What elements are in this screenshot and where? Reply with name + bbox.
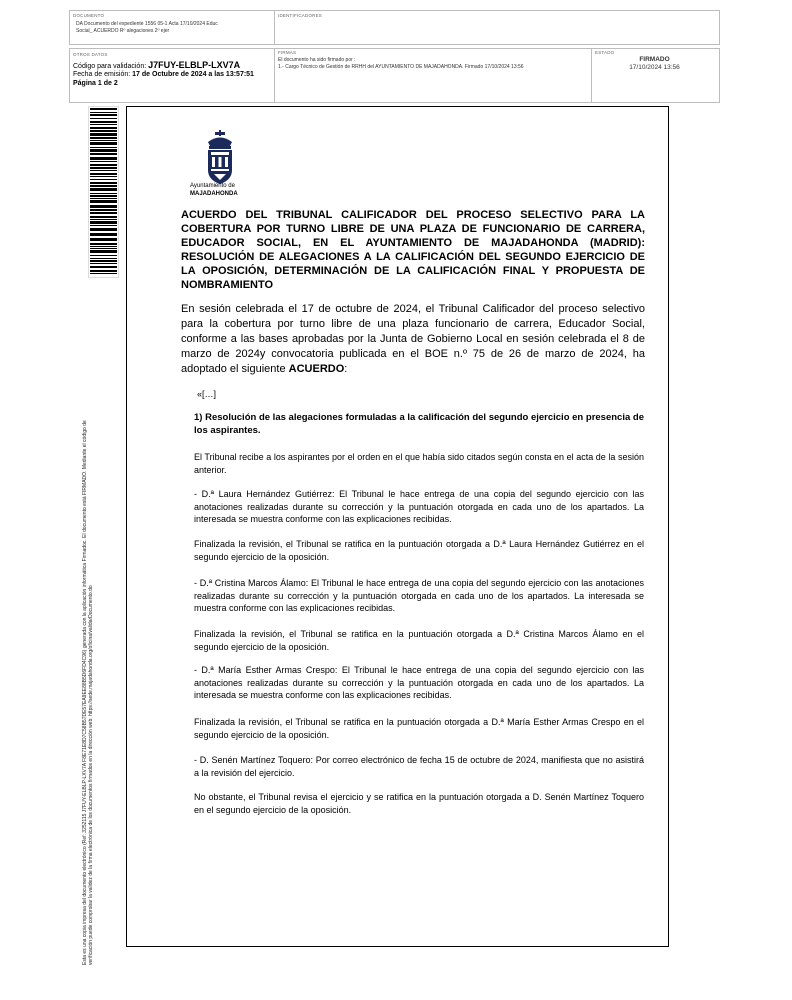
intro-paragraph bbox=[181, 302, 645, 377]
barcode-bar bbox=[90, 195, 117, 197]
barcode-bar bbox=[90, 127, 117, 129]
otros-datos-label: OTROS DATOS bbox=[73, 52, 108, 57]
barcode-bar bbox=[90, 200, 117, 203]
quote-open: «[…] bbox=[197, 389, 217, 399]
intro-bold: ACUERDO bbox=[288, 363, 345, 375]
paragraph: Finalizada la revisión, el Tribunal se ratifica en la puntuación otorgada a D.ª Cristina Marcos Álamo en el segundo ejercicio de la oposición. bbox=[194, 629, 644, 652]
estado-value: FIRMADO bbox=[639, 56, 670, 63]
paragraph: - D.ª Cristina Marcos Álamo: El Tribunal le hace entrega de una copia del segundo ejercicio con las anotaciones realizadas durante su corrección y la puntuación otorgada en cada uno de los apartados. La interesada se muestra conforme con las explicaciones recibidas. bbox=[194, 578, 644, 613]
fecha-value: 17 de Octubre de 2024 a las 13:57:51 bbox=[132, 71, 254, 78]
section-heading: 1) Resolución de las alegaciones formuladas a la calificación del segundo ejercicio en presencia de los aspirantes. bbox=[194, 412, 644, 436]
barcode-bar bbox=[90, 273, 117, 274]
barcode bbox=[88, 106, 119, 278]
documento-label: DOCUMENTO bbox=[73, 13, 105, 18]
barcode-bar bbox=[90, 170, 117, 171]
barcode-bar bbox=[90, 258, 117, 259]
barcode-bar bbox=[90, 114, 117, 116]
pagina bbox=[73, 80, 118, 88]
barcode-bar bbox=[90, 173, 117, 175]
side-text-line1: Esta es una copia impresa del documento electrónico (Ref: 3252115 J7FUY-ELBLP-LXV7A F8E71E8D7C58B57DE57EA9EE88B5D6FD4C96) generada con la aplicación informática Firmadoc. El documento está FIRMADO. Mediante el código de bbox=[82, 420, 88, 965]
barcode-bar bbox=[90, 209, 117, 211]
paragraph: - D.ª Laura Hernández Gutiérrez: El Tribunal le hace entrega de una copia del segundo ejercicio con las anotaciones realizadas durante su corrección y la puntuación otorgada en cada uno de los apartados. La interesada se muestra conforme con las explicaciones recibidas. bbox=[194, 489, 644, 524]
paragraph: Finalizada la revisión, el Tribunal se ratifica en la puntuación otorgada a D.ª Laura Hernández Gutiérrez en el segundo ejercicio de la oposición. bbox=[194, 539, 644, 562]
barcode-bar bbox=[90, 228, 117, 231]
estado-fecha: 17/10/2024 13:56 bbox=[629, 64, 680, 71]
barcode-bar bbox=[90, 147, 117, 148]
firmas-line2: 1.- Cargo Técnico de Gestión de RRHH del AYUNTAMIENTO DE MAJADAHONDA. Firmado 17/10/2024 13:56 bbox=[278, 64, 524, 70]
barcode-bar bbox=[90, 205, 117, 208]
barcode-bar bbox=[90, 142, 117, 145]
document-title: ACUERDO DEL TRIBUNAL CALIFICADOR DEL PROCESO SELECTIVO PARA LA COBERTURA POR TURNO LIBRE DE UNA PLAZA DE FUNCIONARIO DE CARRERA, EDUCADOR SOCIAL, EN EL AYUNTAMIENTO DE MAJADAHONDA (MADRID): RESOLUCIÓN DE ALEGACIONES A LA CALIFICACIÓN DEL SEGUNDO EJERCICIO DE LA OPOSICIÓN, DETERMINACIÓN DE LA CALIFICACIÓN FINAL Y PROPUESTA DE NOMBRAMIENTO bbox=[181, 209, 645, 291]
paragraph: - D.ª María Esther Armas Crespo: El Tribunal le hace entrega de una copia del segundo ejercicio con las anotaciones realizadas durante su corrección y la puntuación otorgada en cada uno de los apartados. La interesada se muestra conforme con las explicaciones recibidas. bbox=[194, 665, 644, 700]
barcode-bar bbox=[90, 137, 117, 139]
barcode-bar bbox=[90, 157, 117, 160]
paragraph: El Tribunal recibe a los aspirantes por el orden en el que había sido citados según consta en el acta de la sesión anterior. bbox=[194, 452, 644, 475]
barcode-bar bbox=[90, 153, 117, 155]
barcode-bar bbox=[90, 167, 117, 169]
barcode-bar bbox=[90, 238, 117, 241]
codigo-prefix: Código para validación: bbox=[73, 63, 149, 70]
documento-line1: DA Documento del expediente 1556 05-1 Acta 17/10/2024 Educ bbox=[76, 21, 218, 27]
firmas-line1: El documento ha sido firmado por : bbox=[278, 57, 356, 63]
barcode-bar bbox=[90, 246, 117, 247]
barcode-bar bbox=[90, 212, 117, 214]
side-verification-text bbox=[82, 305, 94, 965]
barcode-bar bbox=[90, 118, 117, 119]
barcode-bar bbox=[90, 108, 117, 110]
paragraph: - D. Senén Martínez Toquero: Por correo electrónico de fecha 15 de octubre de 2024, manifiesta que no asistirá a la revisión del ejercicio. bbox=[194, 755, 644, 778]
barcode-bar bbox=[90, 130, 117, 132]
barcode-bar bbox=[90, 221, 117, 224]
barcode-bar bbox=[90, 112, 117, 113]
intro-end: : bbox=[344, 363, 348, 375]
barcode-bar bbox=[90, 140, 117, 141]
intro-text: En sesión celebrada el 17 de octubre de 2024, el Tribunal Calificador del proceso selectivo para la cobertura por turno libre de una plaza funcionario de carrera, Educador Social, conforme a las bases aprobadas por la Junta de Gobierno Local en sesión celebrada el 8 de marzo de 2024y convocatoria publicada en el BOE n.º 75 de 26 de marzo de 2024, ha adoptado el siguiente bbox=[181, 303, 645, 375]
codigo-value: J7FUY-ELBLP-LXV7A bbox=[148, 60, 241, 70]
barcode-bar bbox=[90, 176, 117, 177]
codigo-validacion bbox=[73, 61, 240, 71]
barcode-bar bbox=[90, 225, 117, 226]
header-identificadores-cell bbox=[274, 10, 720, 45]
barcode-bar bbox=[90, 188, 117, 191]
barcode-bar bbox=[90, 266, 117, 268]
fecha-emision bbox=[73, 71, 254, 79]
paragraph: No obstante, el Tribunal revisa el ejercicio y se ratifica en la puntuación otorgada a D. Senén Martínez Toquero en el segundo ejercicio de la oposición. bbox=[194, 792, 644, 815]
barcode-bar bbox=[90, 219, 117, 220]
documento-line2: Social_ ACUERDO Rº alegaciones 2º ejer bbox=[76, 28, 170, 34]
identificadores-label: IDENTIFICADORES bbox=[278, 13, 323, 18]
barcode-bar bbox=[90, 149, 117, 152]
barcode-bar bbox=[90, 133, 117, 136]
barcode-bar bbox=[90, 164, 117, 166]
side-text-line2: verificación puede comprobar la validez de la firma electrónica de los documentos firmados en la dirección web: https://sede.majadahonda.org/oficina/validarDocumento.do bbox=[88, 585, 94, 965]
barcode-bar bbox=[90, 185, 117, 187]
barcode-bar bbox=[90, 243, 117, 245]
barcode-bar bbox=[90, 270, 117, 272]
barcode-bar bbox=[90, 121, 117, 123]
barcode-bar bbox=[90, 255, 117, 256]
barcode-bar bbox=[90, 179, 117, 180]
barcode-bar bbox=[90, 124, 117, 125]
logo-text-line1: Ayuntamiento de bbox=[190, 183, 235, 189]
paragraph: Finalizada la revisión, el Tribunal se ratifica en la puntuación otorgada a D.ª María Esther Armas Crespo en el segundo ejercicio de la oposición. bbox=[194, 717, 644, 740]
logo-text-line2: MAJADAHONDA bbox=[190, 191, 238, 197]
firmas-label: FIRMAS bbox=[278, 50, 297, 55]
barcode-bar bbox=[90, 193, 117, 194]
barcode-bar bbox=[90, 161, 117, 162]
barcode-bar bbox=[90, 260, 117, 262]
barcode-bar bbox=[90, 233, 117, 236]
pagina-value: Página 1 de 2 bbox=[73, 80, 118, 87]
barcode-bar bbox=[90, 248, 117, 249]
barcode-bar bbox=[90, 263, 117, 264]
estado-label: ESTADO bbox=[595, 50, 615, 55]
barcode-bar bbox=[90, 216, 117, 218]
barcode-bar bbox=[90, 250, 117, 253]
fecha-prefix: Fecha de emisión: bbox=[73, 71, 133, 78]
barcode-bar bbox=[90, 182, 117, 184]
barcode-bar bbox=[90, 198, 117, 199]
